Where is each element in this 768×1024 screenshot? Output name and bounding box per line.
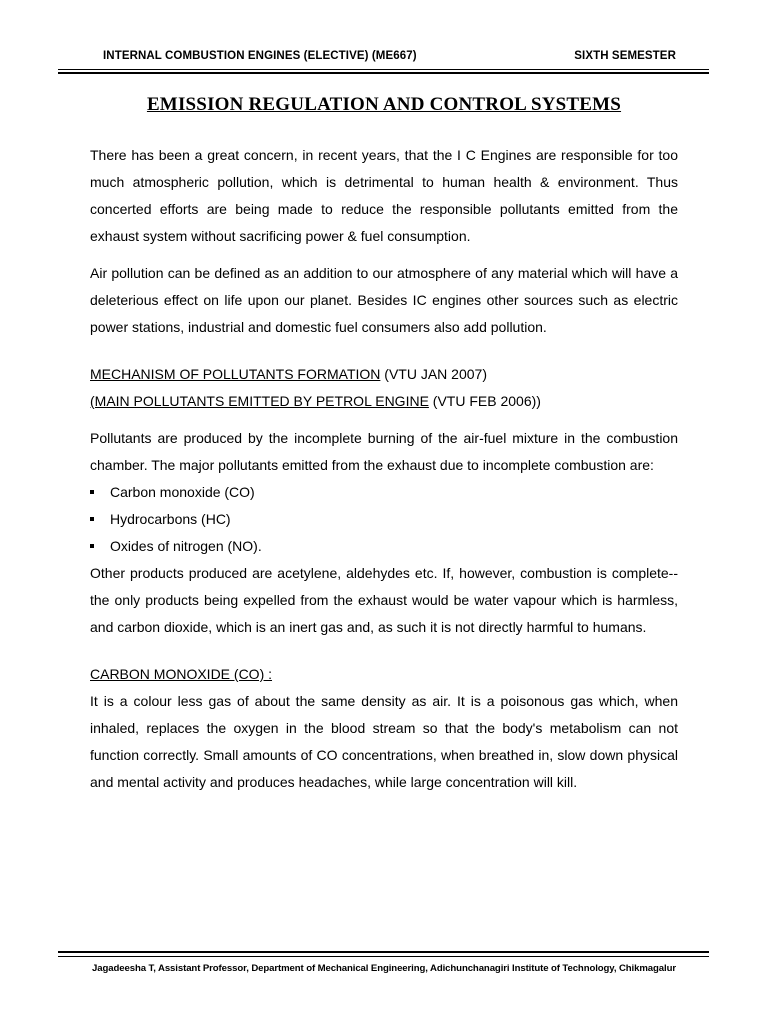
list-item: Hydrocarbons (HC) <box>90 506 678 533</box>
co-heading: CARBON MONOXIDE (CO) : <box>90 666 273 682</box>
header-divider <box>58 69 709 70</box>
mechanism-heading-text: MECHANISM OF POLLUTANTS FORMATION <box>90 366 381 382</box>
document-title: EMISSION REGULATION AND CONTROL SYSTEMS <box>146 94 622 115</box>
intro-paragraph-2: Air pollution can be defined as an addition to our atmosphere of any material which will have a deleterious effect on life upon our planet. Besides IC engines other sources such as electric power stations, industrial and domestic fuel consumers also add pollution. <box>90 265 678 335</box>
footer-divider-thick <box>58 951 709 953</box>
mechanism-heading-ref: (VTU JAN 2007) <box>380 366 487 382</box>
pollutants-list <box>90 479 678 560</box>
mechanism-paragraph-1: Pollutants are produced by the incomplete burning of the air-fuel mixture in the combustion chamber. The major pollutants emitted from the exhaust due to incomplete combustion are: <box>90 430 678 473</box>
page-footer: Jagadeesha T, Assistant Professor, Department of Mechanical Engineering, Adichunchanagiri Institute of Technology, Chikmagalur <box>92 963 676 974</box>
co-paragraph-1: It is a colour less gas of about the same density as air. It is a poisonous gas which, when inhaled, replaces the oxygen in the blood stream so that the body's metabolism can not function correctly. Small amounts of CO concentrations, when breathed in, slow down physical and mental activity and produces headaches, while large concentration will kill. <box>90 693 678 790</box>
header-divider-thick <box>58 72 709 74</box>
main-pollutants-heading-text: (MAIN POLLUTANTS EMITTED BY PETROL ENGINE <box>90 393 429 409</box>
main-pollutants-heading-ref: (VTU FEB 2006)) <box>428 393 541 409</box>
page-header <box>58 50 708 68</box>
mechanism-heading <box>90 361 678 388</box>
main-pollutants-heading <box>90 388 678 415</box>
footer-divider <box>58 956 709 957</box>
course-title: INTERNAL COMBUSTION ENGINES (ELECTIVE) (ME667) <box>103 50 417 62</box>
semester-label: SIXTH SEMESTER <box>574 50 676 62</box>
bullet-icon <box>90 517 94 521</box>
document-body <box>90 142 678 796</box>
list-item: Oxides of nitrogen (NO). <box>90 533 678 560</box>
list-item: Carbon monoxide (CO) <box>90 479 678 506</box>
mechanism-paragraph-2: Other products produced are acetylene, aldehydes etc. If, however, combustion is complete-- the only products being expelled from the exhaust would be water vapour which is harmless, and carbon dioxide, which is an inert gas and, as such it is not directly harmful to humans. <box>90 565 678 635</box>
bullet-icon <box>90 490 94 494</box>
bullet-icon <box>90 544 94 548</box>
intro-paragraph-1: There has been a great concern, in recent years, that the I C Engines are responsible for too much atmospheric pollution, which is detrimental to human health & environment. Thus concerted efforts are being made to reduce the responsible pollutants emitted from the exhaust system without sacrificing power & fuel consumption. <box>90 147 678 244</box>
